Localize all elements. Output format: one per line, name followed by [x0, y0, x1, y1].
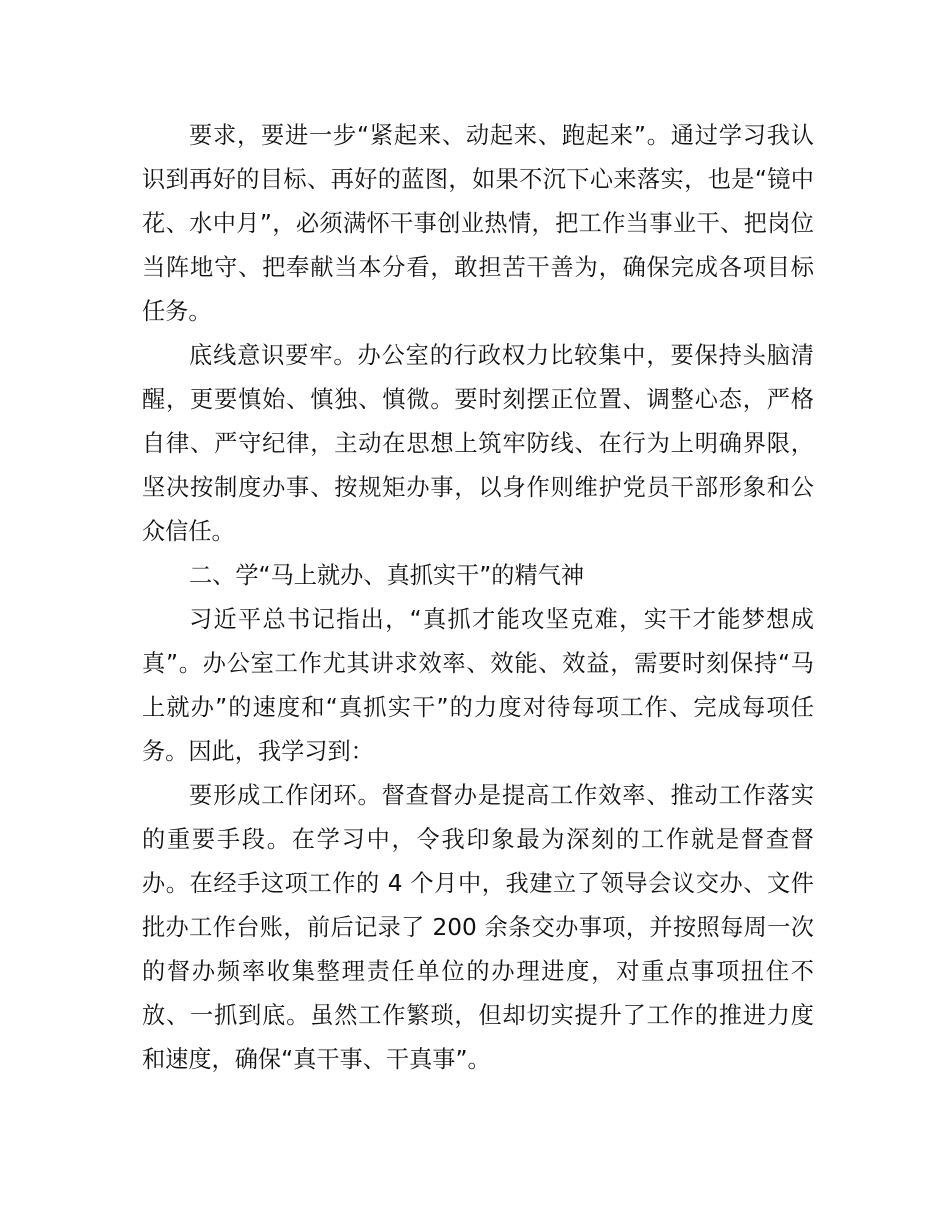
paragraph-xi-quote: 习近平总书记指出，“真抓才能攻坚克难，实干才能梦想成真”。办公室工作尤其讲求效率、效能、效益，需要时刻保持“马上就办”的速度和“真抓实干”的力度对待每项工作、完成每项任务。因此，我学习到：	[142, 606, 814, 765]
paragraph-goal-requirement: 要求，要进一步“紧起来、动起来、跑起来”。通过学习我认识到再好的目标、再好的蓝图，如果不沉下心来落实，也是“镜中花、水中月”，必须满怀干事创业热情，把工作当事业干、把岗位当阵地守、把奉献当本分看，敢担苦干善为，确保完成各项目标任务。	[142, 122, 814, 325]
paragraph-work-loop: 要形成工作闭环。督查督办是提高工作效率、推动工作落实的重要手段。在学习中，令我印象最为深刻的工作就是督查督办。在经手这项工作的 4 个月中，我建立了领导会议交办、文件批办工作台账，前后记录了 200 余条交办事项，并按照每周一次的督办频率收集整理责任单位的办理进度，对重点事项扭住不放、一抓到底。虽然工作繁琐，但却切实提升了工作的推进力度和速度，确保“真干事、干真事”。	[142, 782, 814, 1073]
section-heading-2: 二、学“马上就办、真抓实干”的精气神	[189, 562, 585, 589]
paragraph-bottom-line: 底线意识要牢。办公室的行政权力比较集中，要保持头脑清醒，更要慎始、慎独、慎微。要时刻摆正位置、调整心态，严格自律、严守纪律，主动在思想上筑牢防线、在行为上明确界限，坚决按制度办事、按规矩办事，以身作则维护党员干部形象和公众信任。	[142, 342, 814, 545]
document-body	[142, 114, 814, 1082]
